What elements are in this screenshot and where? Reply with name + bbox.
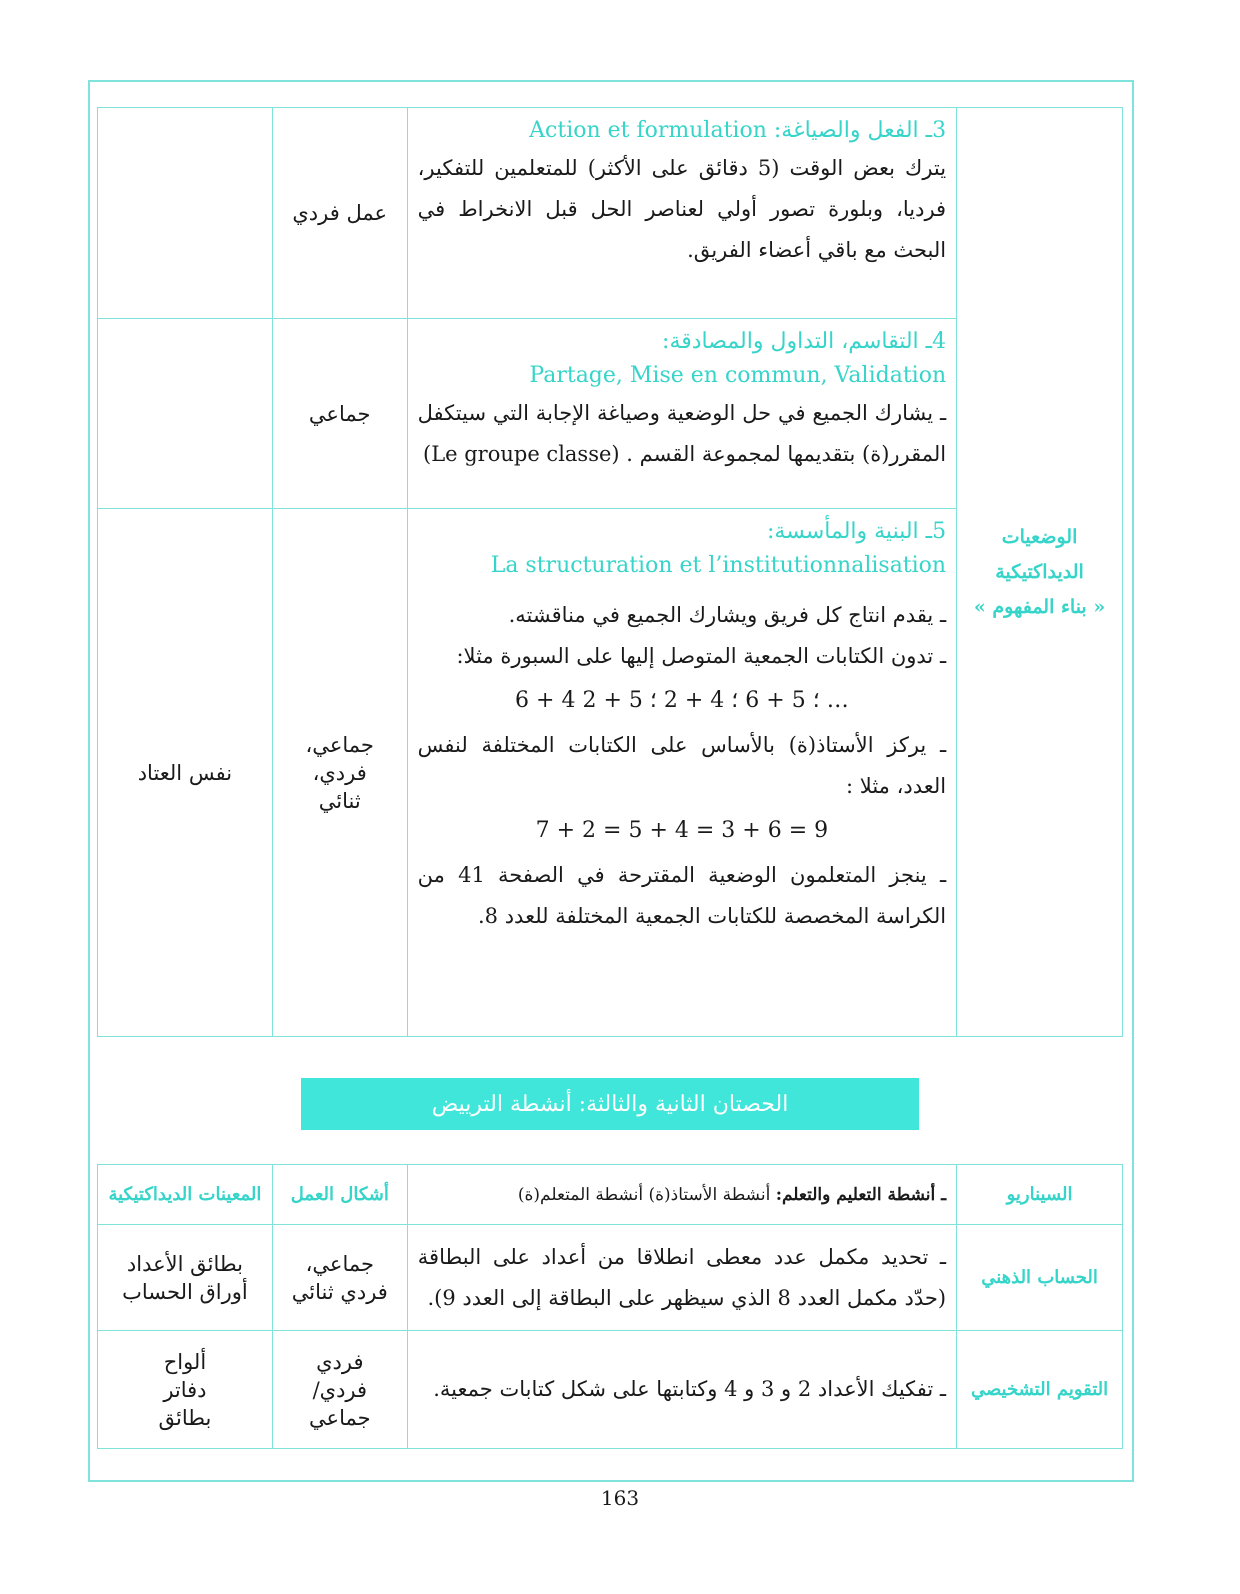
work-form-cell: جماعي، فردي ثنائي	[272, 1225, 407, 1331]
work-form-cell: فردي فردي/ جماعي	[272, 1331, 407, 1449]
col-work-header: أشكال العمل	[272, 1165, 407, 1225]
section-heading: 5ـ البنية والمأسسة:	[767, 519, 947, 544]
equation: 6 + 4 ؛ 5 + 6 ؛ 4 + 2 ؛ 5 + 2 …	[515, 688, 849, 713]
activity-cell	[407, 108, 956, 319]
aids-cell: نفس العتاد	[98, 509, 273, 1037]
activity-cell: ـ تحديد مكمل عدد معطى انطلاقا من أعداد على البطاقة (حدّد مكمل العدد 8 الذي سيظهر على البطاقة إلى العدد 9).	[407, 1225, 956, 1331]
activity-text: ـ يشارك الجميع في حل الوضعية وصياغة الإجابة التي سيتكفل المقرر(ة) بتقديمها لمجموعة القسم . (Le groupe classe)	[417, 401, 947, 466]
table-row	[98, 1331, 1123, 1449]
activity-cell	[407, 509, 956, 1037]
aids-cell	[98, 319, 273, 509]
row-label: الحساب الذهني	[957, 1225, 1123, 1331]
row-label: التقويم التشخيصي	[957, 1331, 1123, 1449]
section-heading: 4ـ التقاسم، التداول والمصادقة:	[662, 329, 947, 354]
aids-cell: ألواح دفاتر بطائق	[98, 1331, 273, 1449]
col-aids-header: المعينات الديداكتيكية	[98, 1165, 273, 1225]
section-heading-fr: La structuration et l’institutionnalisation	[490, 553, 947, 578]
table-row	[98, 1225, 1123, 1331]
section-heading: 3ـ الفعل والصياغة: Action et formulation	[529, 118, 947, 143]
activities-table	[97, 1164, 1123, 1449]
section-heading-fr: Partage, Mise en commun, Validation	[529, 363, 947, 388]
lesson-table	[97, 107, 1123, 1037]
work-form-cell	[272, 108, 407, 319]
activity-cell	[407, 319, 956, 509]
col-scenario-header: السيناريو	[957, 1165, 1123, 1225]
table-row	[98, 108, 1123, 319]
activity-text: يترك بعض الوقت (5 دقائق على الأكثر) للمتعلمين للتفكير، فرديا، وبلورة تصور أولي لعناصر الحل قبل الانخراط في البحث مع باقي أعضاء الفريق.	[417, 156, 947, 262]
equation: 7 + 2 = 5 + 4 = 3 + 6 = 9	[535, 818, 829, 843]
table-header-row	[98, 1165, 1123, 1225]
activity-cell: ـ تفكيك الأعداد 2 و 3 و 4 وكتابتها على شكل كتابات جمعية.	[407, 1331, 956, 1449]
aids-cell	[98, 108, 273, 319]
section-banner: الحصتان الثانية والثالثة: أنشطة الترييض	[301, 1078, 919, 1130]
activity-text: ـ تدون الكتابات الجمعية المتوصل إليها على السبورة مثلا:	[456, 644, 947, 668]
work-form-text: عمل فردي	[292, 201, 388, 225]
activity-text: ـ ينجز المتعلمون الوضعية المقترحة في الصفحة 41 من الكراسة المخصصة للكتابات الجمعية المختلفة للعدد 8.	[417, 863, 947, 928]
aids-cell: بطائق الأعداد أوراق الحساب	[98, 1225, 273, 1331]
work-form-cell: جماعي، فردي، ثنائي	[272, 509, 407, 1037]
work-form-cell: جماعي	[272, 319, 407, 509]
situations-label: الوضعيات الديداكتيكية « بناء المفهوم »	[957, 108, 1123, 1037]
activity-text: ـ يركز الأستاذ(ة) بالأساس على الكتابات المختلفة لنفس العدد، مثلا :	[417, 733, 947, 798]
activity-text: ـ يقدم انتاج كل فريق ويشارك الجميع في مناقشته.	[508, 603, 947, 627]
page-number: 163	[600, 1486, 640, 1510]
col-activities-header: ـ أنشطة التعليم والتعلم: أنشطة الأستاذ(ة) أنشطة المتعلم(ة)	[407, 1165, 956, 1225]
